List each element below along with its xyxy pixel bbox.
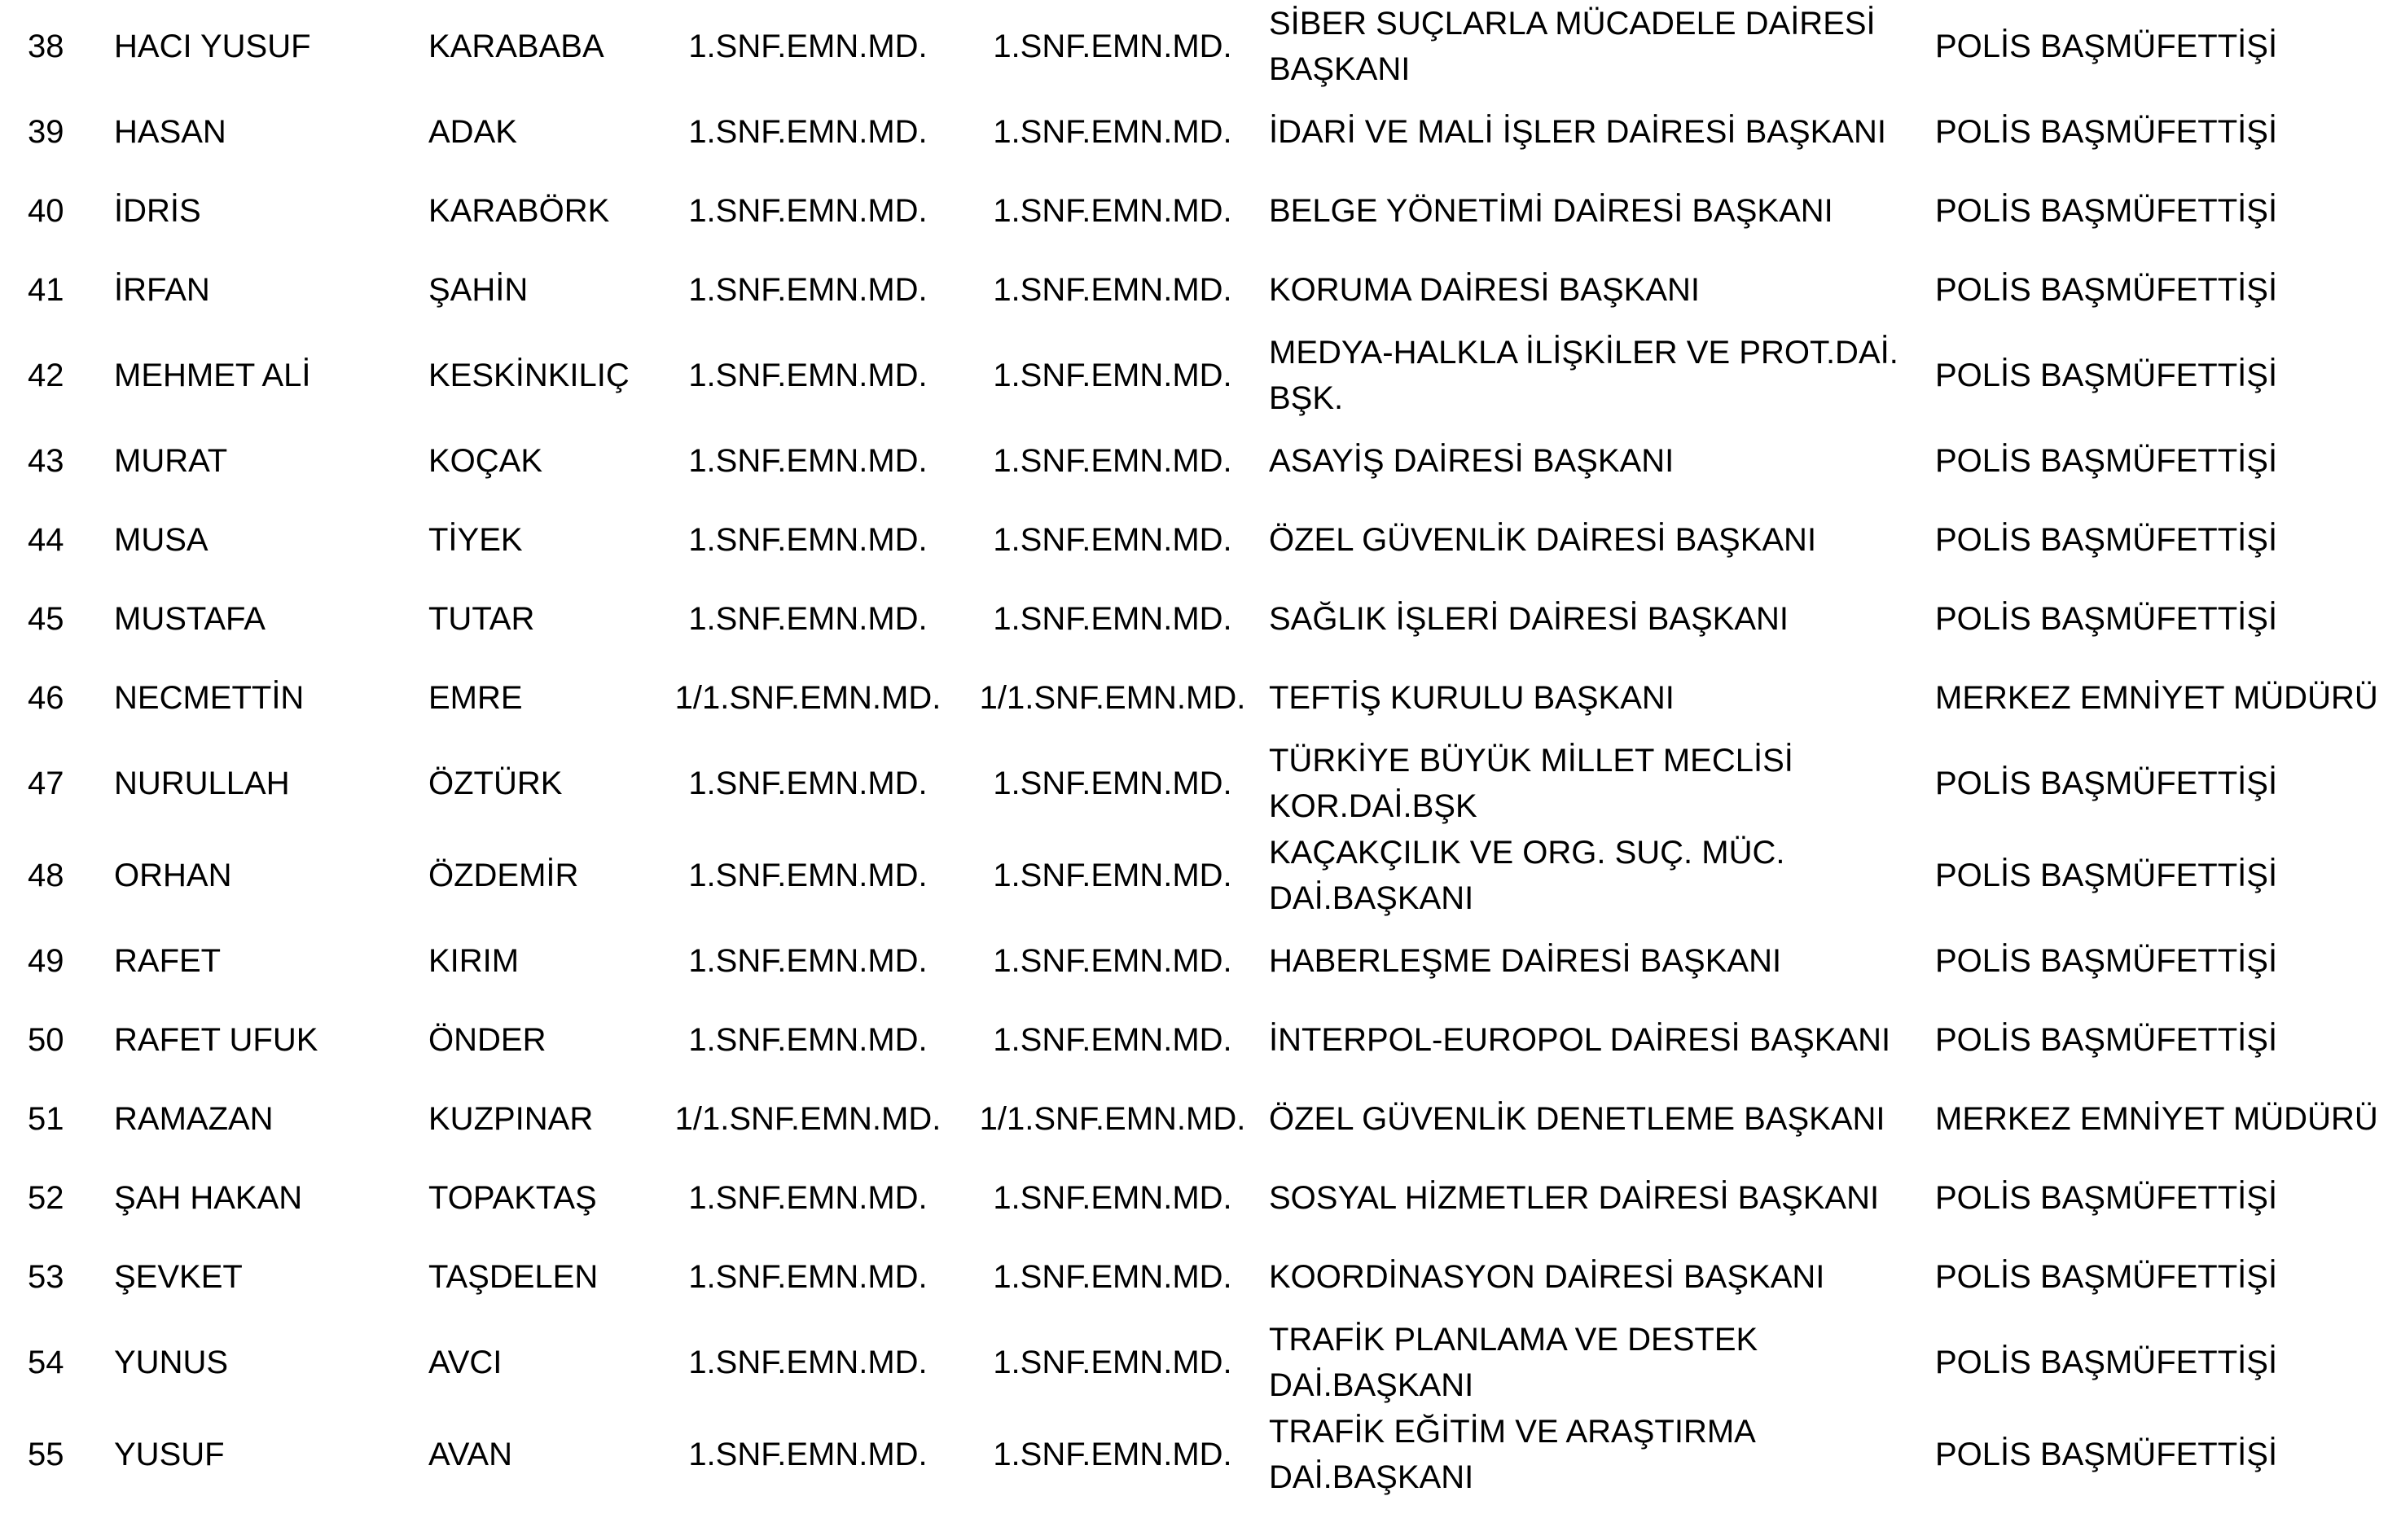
assigned-rank: 1.SNF.EMN.MD. bbox=[993, 113, 1232, 150]
first-name: YUSUF bbox=[114, 1436, 225, 1472]
row-number: 48 bbox=[28, 857, 64, 893]
assigned-rank: 1.SNF.EMN.MD. bbox=[993, 271, 1232, 308]
duty-position: SİBER SUÇLARLA MÜCADELE DAİRESİ BAŞKANI bbox=[1269, 5, 1876, 87]
table-row bbox=[0, 171, 2401, 250]
assigned-rank: 1.SNF.EMN.MD. bbox=[993, 1344, 1232, 1380]
new-title: POLİS BAŞMÜFETTİŞİ bbox=[1935, 357, 2278, 393]
duty-position: TRAFİK PLANLAMA VE DESTEK DAİ.BAŞKANI bbox=[1269, 1321, 1758, 1403]
new-title: POLİS BAŞMÜFETTİŞİ bbox=[1935, 857, 2278, 893]
duty-position: TRAFİK EĞİTİM VE ARAŞTIRMA DAİ.BAŞKANI bbox=[1269, 1413, 1754, 1495]
first-name: MUSA bbox=[114, 521, 208, 558]
duty-position: İDARİ VE MALİ İŞLER DAİRESİ BAŞKANI bbox=[1269, 113, 1887, 150]
row-number: 42 bbox=[28, 357, 64, 393]
new-title: POLİS BAŞMÜFETTİŞİ bbox=[1935, 765, 2278, 801]
assigned-rank: 1/1.SNF.EMN.MD. bbox=[979, 679, 1246, 716]
new-title: POLİS BAŞMÜFETTİŞİ bbox=[1935, 271, 2278, 308]
row-number: 54 bbox=[28, 1344, 64, 1380]
assigned-rank: 1.SNF.EMN.MD. bbox=[993, 1258, 1232, 1295]
surname: AVAN bbox=[428, 1436, 512, 1472]
first-name: RAMAZAN bbox=[114, 1100, 274, 1137]
assigned-rank: 1/1.SNF.EMN.MD. bbox=[979, 1100, 1246, 1137]
table-row bbox=[0, 1237, 2401, 1316]
duty-position: SAĞLIK İŞLERİ DAİRESİ BAŞKANI bbox=[1269, 600, 1789, 637]
new-title: POLİS BAŞMÜFETTİŞİ bbox=[1935, 113, 2278, 150]
surname: ŞAHİN bbox=[428, 271, 529, 308]
duty-position: KAÇAKÇILIK VE ORG. SUÇ. MÜC. DAİ.BAŞKANI bbox=[1269, 834, 1785, 916]
table-row bbox=[0, 421, 2401, 500]
table-row bbox=[0, 500, 2401, 579]
assigned-rank: 1.SNF.EMN.MD. bbox=[993, 765, 1232, 801]
first-name: İDRİS bbox=[114, 192, 201, 229]
first-name: NURULLAH bbox=[114, 765, 290, 801]
table-row bbox=[0, 1000, 2401, 1079]
first-name: MUSTAFA bbox=[114, 600, 266, 637]
current-rank: 1.SNF.EMN.MD. bbox=[688, 521, 928, 558]
surname: KIRIM bbox=[428, 942, 520, 979]
row-number: 44 bbox=[28, 521, 64, 558]
duty-position: KOORDİNASYON DAİRESİ BAŞKANI bbox=[1269, 1258, 1825, 1295]
current-rank: 1.SNF.EMN.MD. bbox=[688, 857, 928, 893]
new-title: POLİS BAŞMÜFETTİŞİ bbox=[1935, 942, 2278, 979]
row-number: 46 bbox=[28, 679, 64, 716]
current-rank: 1.SNF.EMN.MD. bbox=[688, 357, 928, 393]
row-number: 55 bbox=[28, 1436, 64, 1472]
row-number: 43 bbox=[28, 442, 64, 479]
duty-position: ASAYİŞ DAİRESİ BAŞKANI bbox=[1269, 442, 1675, 479]
table-row bbox=[0, 921, 2401, 1000]
new-title: POLİS BAŞMÜFETTİŞİ bbox=[1935, 600, 2278, 637]
row-number: 41 bbox=[28, 271, 64, 308]
first-name: MEHMET ALİ bbox=[114, 357, 311, 393]
first-name: RAFET UFUK bbox=[114, 1021, 318, 1058]
current-rank: 1.SNF.EMN.MD. bbox=[688, 1436, 928, 1472]
row-number: 49 bbox=[28, 942, 64, 979]
current-rank: 1.SNF.EMN.MD. bbox=[688, 1344, 928, 1380]
surname: EMRE bbox=[428, 679, 523, 716]
first-name: ORHAN bbox=[114, 857, 232, 893]
assigned-rank: 1.SNF.EMN.MD. bbox=[993, 357, 1232, 393]
current-rank: 1.SNF.EMN.MD. bbox=[688, 1021, 928, 1058]
duty-position: HABERLEŞME DAİRESİ BAŞKANI bbox=[1269, 942, 1782, 979]
first-name: RAFET bbox=[114, 942, 222, 979]
new-title: POLİS BAŞMÜFETTİŞİ bbox=[1935, 192, 2278, 229]
assigned-rank: 1.SNF.EMN.MD. bbox=[993, 600, 1232, 637]
new-title: POLİS BAŞMÜFETTİŞİ bbox=[1935, 1258, 2278, 1295]
surname: KOÇAK bbox=[428, 442, 543, 479]
new-title: POLİS BAŞMÜFETTİŞİ bbox=[1935, 1344, 2278, 1380]
table-row bbox=[0, 92, 2401, 171]
surname: TAŞDELEN bbox=[428, 1258, 599, 1295]
row-number: 47 bbox=[28, 765, 64, 801]
surname: ÖNDER bbox=[428, 1021, 546, 1058]
current-rank: 1.SNF.EMN.MD. bbox=[688, 1258, 928, 1295]
table-row bbox=[0, 1316, 2401, 1408]
new-title: MERKEZ EMNİYET MÜDÜRÜ bbox=[1935, 1100, 2378, 1137]
table-row bbox=[0, 658, 2401, 737]
surname: TOPAKTAŞ bbox=[428, 1179, 597, 1216]
duty-position: İNTERPOL-EUROPOL DAİRESİ BAŞKANI bbox=[1269, 1021, 1891, 1058]
current-rank: 1.SNF.EMN.MD. bbox=[688, 765, 928, 801]
first-name: ŞEVKET bbox=[114, 1258, 243, 1295]
new-title: POLİS BAŞMÜFETTİŞİ bbox=[1935, 521, 2278, 558]
current-rank: 1.SNF.EMN.MD. bbox=[688, 271, 928, 308]
surname: TUTAR bbox=[428, 600, 535, 637]
surname: TİYEK bbox=[428, 521, 523, 558]
surname: ÖZDEMİR bbox=[428, 857, 579, 893]
current-rank: 1/1.SNF.EMN.MD. bbox=[674, 1100, 942, 1137]
current-rank: 1.SNF.EMN.MD. bbox=[688, 113, 928, 150]
first-name: HACI YUSUF bbox=[114, 28, 311, 64]
row-number: 52 bbox=[28, 1179, 64, 1216]
new-title: POLİS BAŞMÜFETTİŞİ bbox=[1935, 28, 2278, 64]
assigned-rank: 1.SNF.EMN.MD. bbox=[993, 521, 1232, 558]
table-row bbox=[0, 250, 2401, 329]
current-rank: 1.SNF.EMN.MD. bbox=[688, 28, 928, 64]
current-rank: 1.SNF.EMN.MD. bbox=[688, 942, 928, 979]
first-name: NECMETTİN bbox=[114, 679, 305, 716]
duty-position: ÖZEL GÜVENLİK DAİRESİ BAŞKANI bbox=[1269, 521, 1817, 558]
current-rank: 1/1.SNF.EMN.MD. bbox=[674, 679, 942, 716]
duty-position: SOSYAL HİZMETLER DAİRESİ BAŞKANI bbox=[1269, 1179, 1880, 1216]
current-rank: 1.SNF.EMN.MD. bbox=[688, 442, 928, 479]
surname: ÖZTÜRK bbox=[428, 765, 563, 801]
row-number: 51 bbox=[28, 1100, 64, 1137]
table-row bbox=[0, 1158, 2401, 1237]
duty-position: MEDYA-HALKLA İLİŞKİLER VE PROT.DAİ. BŞK. bbox=[1269, 334, 1898, 416]
assigned-rank: 1.SNF.EMN.MD. bbox=[993, 942, 1232, 979]
new-title: POLİS BAŞMÜFETTİŞİ bbox=[1935, 442, 2278, 479]
surname: AVCI bbox=[428, 1344, 503, 1380]
table-row bbox=[0, 329, 2401, 421]
assigned-rank: 1.SNF.EMN.MD. bbox=[993, 442, 1232, 479]
first-name: MURAT bbox=[114, 442, 228, 479]
assigned-rank: 1.SNF.EMN.MD. bbox=[993, 28, 1232, 64]
row-number: 39 bbox=[28, 113, 64, 150]
new-title: POLİS BAŞMÜFETTİŞİ bbox=[1935, 1021, 2278, 1058]
duty-position: BELGE YÖNETİMİ DAİRESİ BAŞKANI bbox=[1269, 192, 1833, 229]
first-name: HASAN bbox=[114, 113, 226, 150]
surname: KUZPINAR bbox=[428, 1100, 594, 1137]
surname: KESKİNKILIÇ bbox=[428, 357, 630, 393]
duty-position: TEFTİŞ KURULU BAŞKANI bbox=[1269, 679, 1675, 716]
table-row bbox=[0, 1079, 2401, 1158]
row-number: 40 bbox=[28, 192, 64, 229]
current-rank: 1.SNF.EMN.MD. bbox=[688, 1179, 928, 1216]
table-row bbox=[0, 579, 2401, 658]
new-title: MERKEZ EMNİYET MÜDÜRÜ bbox=[1935, 679, 2378, 716]
assigned-rank: 1.SNF.EMN.MD. bbox=[993, 1179, 1232, 1216]
table-row bbox=[0, 829, 2401, 921]
row-number: 53 bbox=[28, 1258, 64, 1295]
table-row bbox=[0, 1408, 2401, 1500]
duty-position: KORUMA DAİRESİ BAŞKANI bbox=[1269, 271, 1701, 308]
surname: KARABÖRK bbox=[428, 192, 610, 229]
row-number: 50 bbox=[28, 1021, 64, 1058]
surname: KARABABA bbox=[428, 28, 604, 64]
new-title: POLİS BAŞMÜFETTİŞİ bbox=[1935, 1436, 2278, 1472]
new-title: POLİS BAŞMÜFETTİŞİ bbox=[1935, 1179, 2278, 1216]
table-row bbox=[0, 737, 2401, 829]
assigned-rank: 1.SNF.EMN.MD. bbox=[993, 192, 1232, 229]
duty-position: TÜRKİYE BÜYÜK MİLLET MECLİSİ KOR.DAİ.BŞK bbox=[1269, 742, 1793, 824]
assigned-rank: 1.SNF.EMN.MD. bbox=[993, 1021, 1232, 1058]
table-row bbox=[0, 0, 2401, 92]
first-name: YUNUS bbox=[114, 1344, 229, 1380]
first-name: İRFAN bbox=[114, 271, 210, 308]
current-rank: 1.SNF.EMN.MD. bbox=[688, 600, 928, 637]
first-name: ŞAH HAKAN bbox=[114, 1179, 303, 1216]
row-number: 45 bbox=[28, 600, 64, 637]
assigned-rank: 1.SNF.EMN.MD. bbox=[993, 1436, 1232, 1472]
assigned-rank: 1.SNF.EMN.MD. bbox=[993, 857, 1232, 893]
row-number: 38 bbox=[28, 28, 64, 64]
current-rank: 1.SNF.EMN.MD. bbox=[688, 192, 928, 229]
surname: ADAK bbox=[428, 113, 517, 150]
duty-position: ÖZEL GÜVENLİK DENETLEME BAŞKANI bbox=[1269, 1100, 1885, 1137]
